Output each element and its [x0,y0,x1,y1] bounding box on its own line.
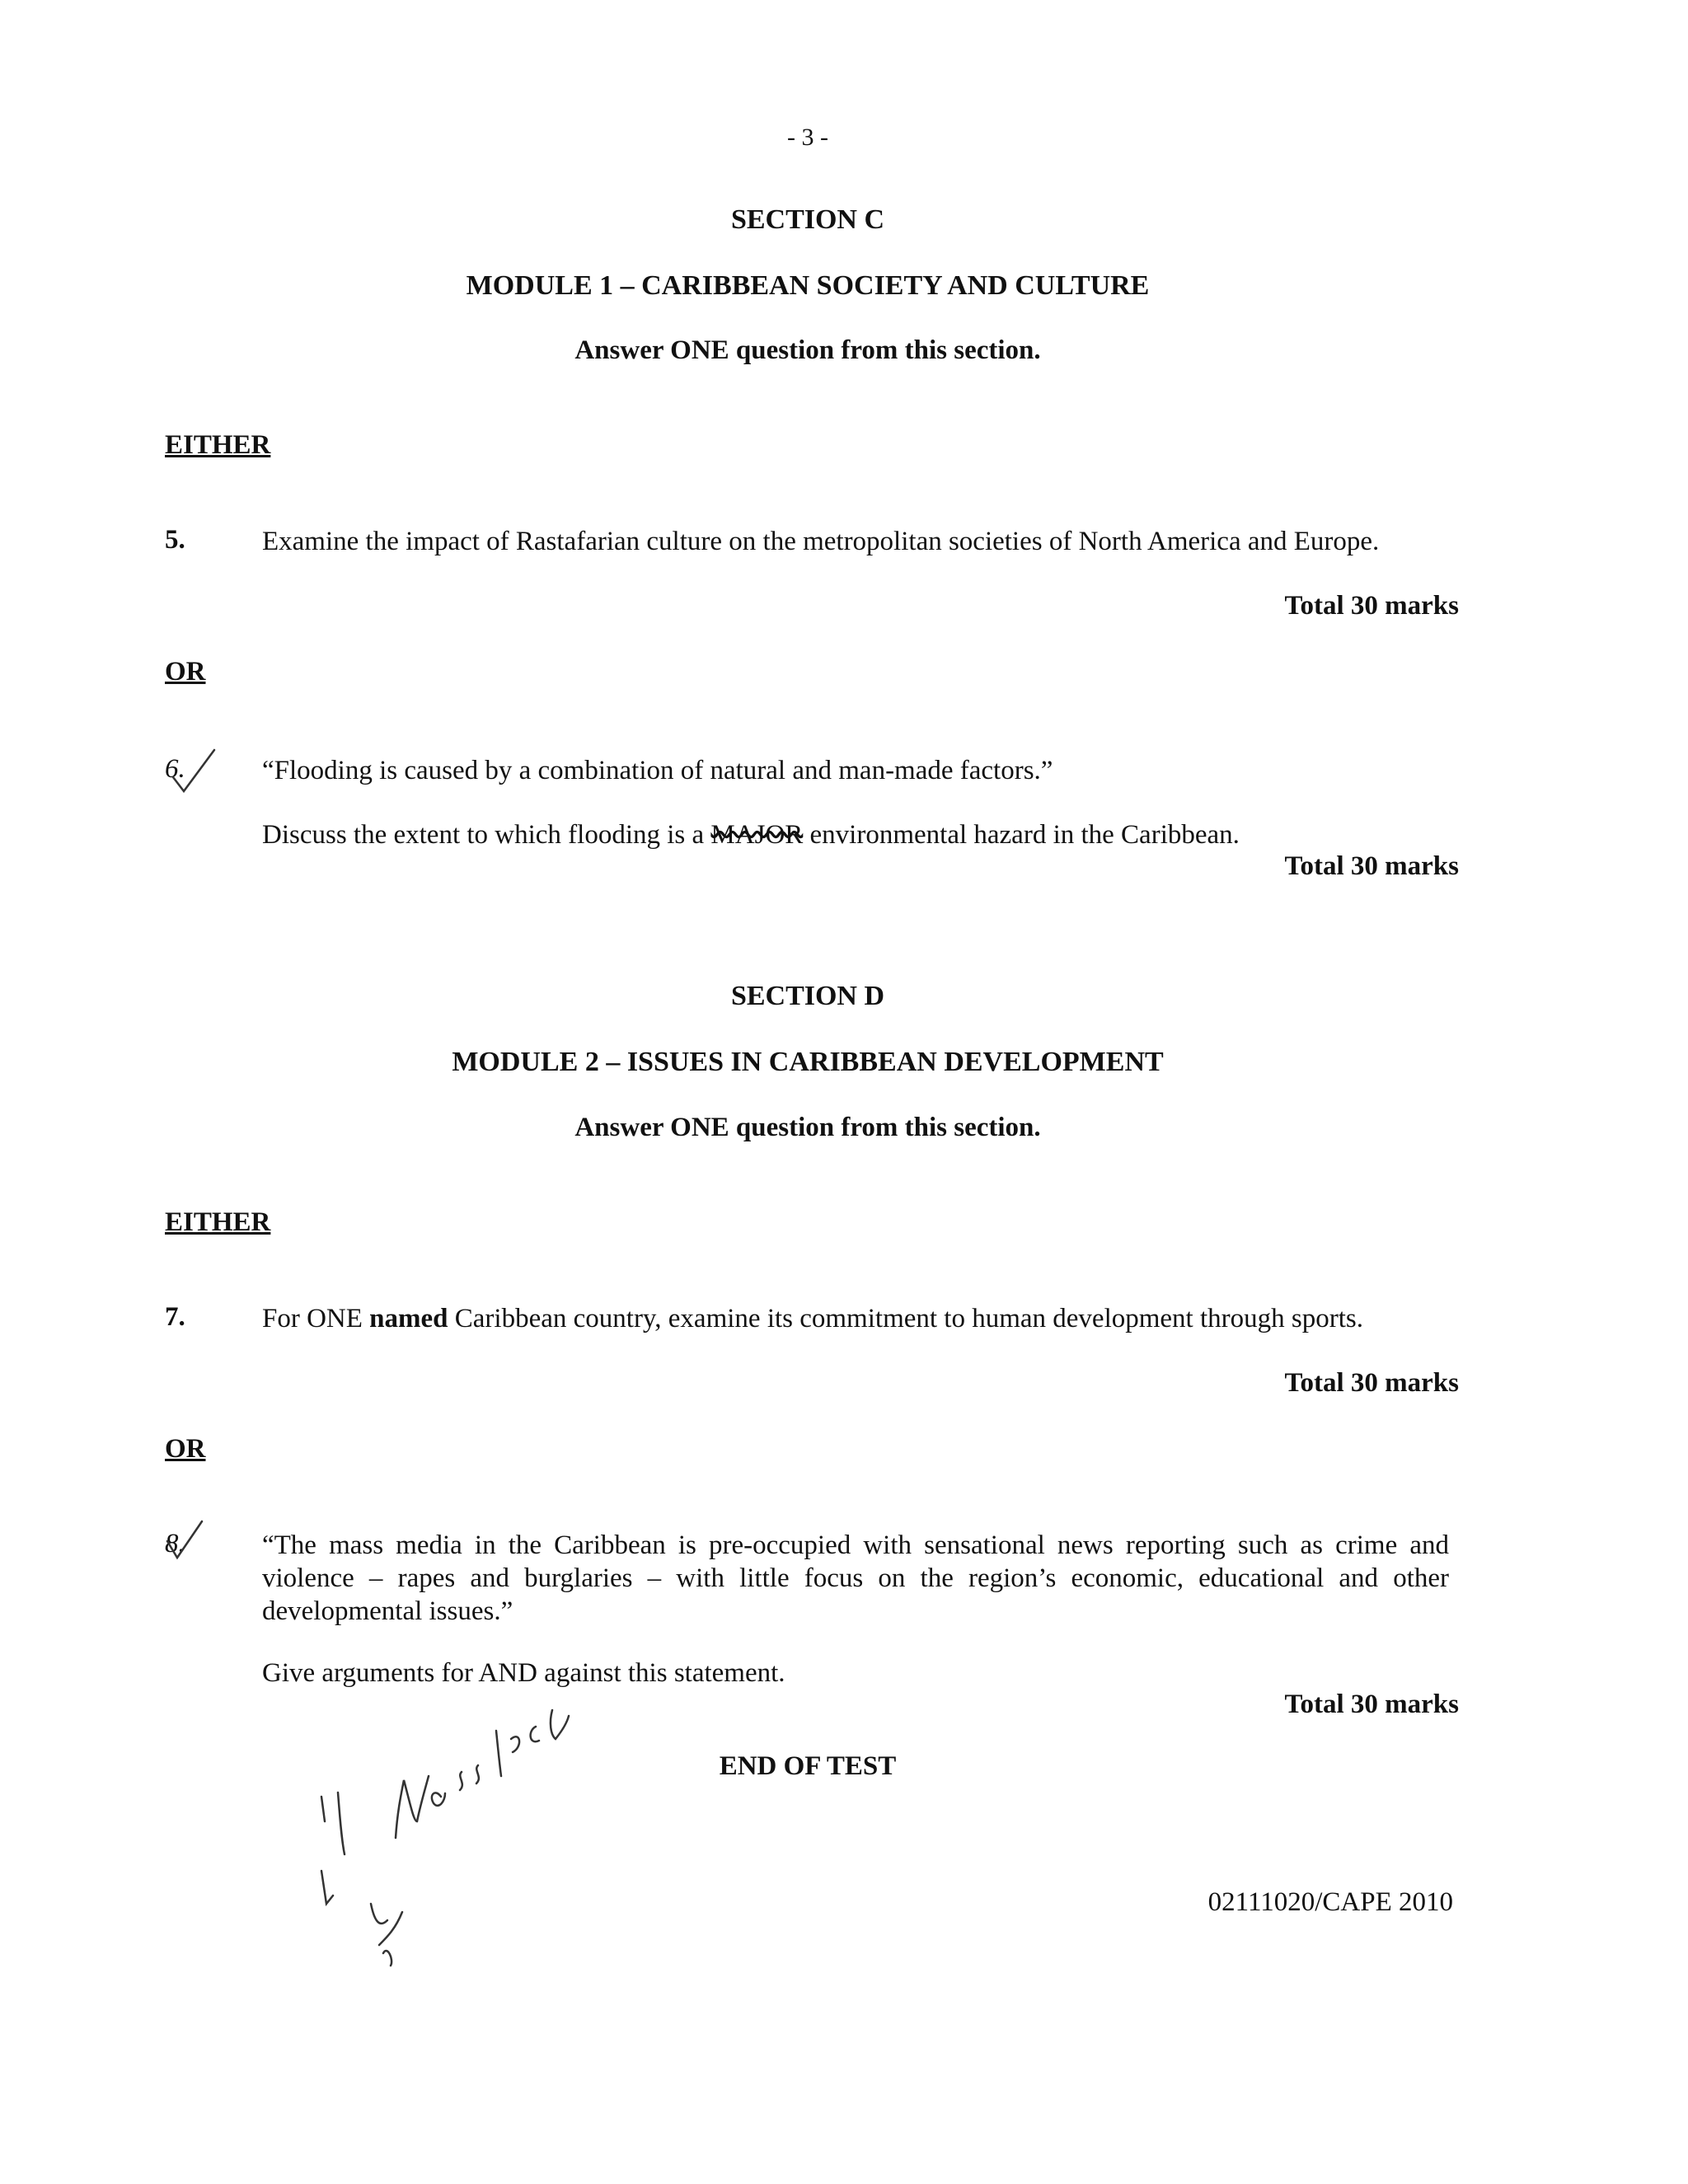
question-6-text [262,818,1449,851]
question-7-marks: Total 30 marks [1284,1368,1459,1398]
module-1-title: MODULE 1 – CARIBBEAN SOCIETY AND CULTURE [466,270,1150,301]
q6-text-major: MAJOR [710,820,804,850]
question-7-text [262,1302,1449,1335]
either-label-d: EITHER [165,1207,271,1237]
question-8-quote: “The mass media in the Caribbean is pre-occupied with sensational news reporting such as crime and violence – rapes and burglaries – with little focus on the region’s economic, educational and other developmental issues.” [262,1530,1449,1626]
section-c-title: SECTION C [730,204,885,235]
section-c-instruction: Answer ONE question from this section. [574,335,1041,365]
question-5-marks: Total 30 marks [1284,591,1459,621]
paper-code: 02111020/CAPE 2010 [1207,1887,1453,1917]
handwritten-check-mark-6 [169,746,218,795]
question-6-quote: “Flooding is caused by a combination of natural and man-made factors.” [262,756,1053,785]
q6-text-b: environmental hazard in the Caribbean. [803,820,1240,850]
handwritten-check-mark-8 [161,1516,210,1566]
either-label-c: EITHER [165,430,271,460]
or-label-c: OR [165,657,206,687]
module-2-title: MODULE 2 – ISSUES IN CARIBBEAN DEVELOPMENT [452,1047,1164,1077]
section-d-title: SECTION D [730,981,885,1011]
q6-text-a: Discuss the extent to which flooding is a [262,820,711,850]
question-5-text: Examine the impact of Rastafarian culture on the metropolitan societies of North America and Europe. [262,527,1380,556]
q7-text-named: named [369,1304,448,1333]
question-8-number: 8. [165,1529,185,1558]
question-5-number: 5. [165,525,185,555]
q7-text-b: Caribbean country, examine its commitment to human development through sports. [448,1304,1363,1333]
or-label-d: OR [165,1434,206,1464]
question-6-number: 6. [165,754,185,784]
section-d-instruction: Answer ONE question from this section. [574,1113,1041,1142]
handwritten-annotation [305,1698,593,1978]
q7-text-a: For ONE [262,1304,370,1333]
question-6-marks: Total 30 marks [1284,851,1459,881]
question-8-text: Give arguments for AND against this statement. [262,1658,785,1688]
end-of-test: END OF TEST [719,1751,897,1781]
question-8-marks: Total 30 marks [1284,1690,1459,1719]
page-number: - 3 - [787,124,828,151]
question-7-number: 7. [165,1302,185,1332]
